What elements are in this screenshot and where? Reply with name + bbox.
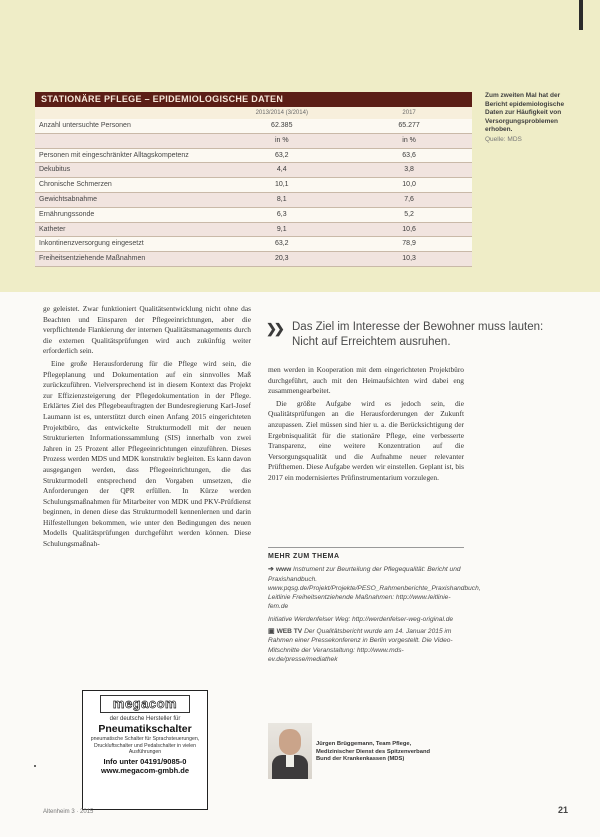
table-cell-value: 9,1 [276, 225, 287, 233]
table-row [35, 119, 472, 134]
more-entry [268, 627, 464, 664]
entry-text[interactable]: Der Qualitätsbericht wurde am 14. Januar 2015 im Rahmen einer Pressekonferenz in Berlin vorgestellt. Die Video-Mitschnitte der Veranstaltung: http://www.mds-ev.de/presse/mediathek [268, 628, 453, 663]
paragraph: Die größte Aufgabe wird es jedoch sein, die Qualitätsprüfungen an die Herausforderungen der Zukunft anzupassen. Ziel müssen sind hier u. a. die Berücksichtigung der Ergebnisqualität für die stationäre Pflege, eine verbesserte Transparenz, eine weitere Konzentration auf die Versorgungsqualität und die Aufnahme neuer relevanter Prüfthemen. Diese Aufgabe werden wir einstellen. Geplant ist, bis 2017 ein modernisiertes Prüfinstrumentarium vorzulegen. [268, 398, 464, 482]
table-cell-label [35, 134, 217, 148]
ad-logo: megacom [100, 695, 190, 713]
table-cell-value: 65.277 [398, 122, 420, 129]
table-cell-label: Anzahl untersuchte Personen [39, 122, 131, 129]
table-row [35, 208, 472, 223]
table-row [35, 134, 472, 149]
paragraph: Eine große Herausforderung für die Pflege wird sein, die Pflegeplanung und Dokumentation auf ein sinnvolles Maß zurückzuführen. Vielversprechend ist in diesem Kontext das Projekt zur Effizienzsteigerung der Pflegedokumentation in der Pflege. Erklärtes Ziel des Pflegebeauftragten der Bundesregierung Karl-Josef Laumann ist es, unterstützt durch einen Anfang 2015 eingerichteten Projektbüro, das entwickelte Strukturmodell mit der neuen Strukturierten Informationssammlung (SIS) innerhalb von zwei Jahren in 25 Prozent aller Pflegeeinrichtungen einzuführen. Dieses Prozess werden MDS und MDK konstruktiv begleiten. Es kann davon ausgegangen werden, dass Pflegeeinrichtungen, die das Strukturmodell entsprechend den Vorgaben umsetzen, die Anforderungen der QPR erfüllen. In Kürze werden Schulungsmaßnahmen für Mitarbeiter von MDK und PKV-Prüfdienst beginnen, in denen diese das Strukturmodell kennenlernen und darin Hilfestellungen bekommen, wie unter den Bedingungen des neuen Modells Qualitätsprüfungen durchgeführt werden können. Diese Schulungsmaßnah- [43, 358, 251, 549]
table-cell-value: 5,2 [404, 210, 414, 218]
table-cell-label: Gewichtsabnahme [39, 195, 97, 203]
table-header-label [35, 107, 217, 119]
table-title: STATIONÄRE PFLEGE – EPIDEMIOLOGISCHE DATEN [35, 92, 472, 107]
author-photo [268, 723, 312, 779]
table-row [35, 149, 472, 164]
table-cell-label: Freiheitsentziehende Maßnahmen [39, 255, 146, 263]
table-cell-value: 8,1 [276, 195, 287, 203]
table-cell-value: 3,8 [404, 166, 414, 174]
article-right-column [268, 365, 464, 486]
page-number: 21 [558, 805, 569, 815]
more-entry [268, 615, 464, 624]
table-header-col1: 2013/2014 (3/2014) [255, 110, 308, 116]
table-row [35, 193, 472, 208]
table-cell-label: Inkontinenzversorgung eingesetzt [39, 240, 144, 248]
double-chevron-icon: ❯❯ [266, 321, 282, 336]
photo-head [279, 729, 301, 755]
paragraph: men werden in Kooperation mit dem eingerichteten Projektbüro durchgeführt, auch mit den Heimaufsichten wird dabei eng zusammengearbeitet. [268, 365, 464, 396]
table-cell-value: 78,9 [402, 240, 416, 248]
arrow-icon: ➔ [268, 566, 276, 574]
ad-description: pneumatische Schalter für Sprachsteuerungen, Druckluftschalter und Pedalschalter in vielen Ausführungen [90, 736, 200, 755]
table-row [35, 178, 472, 193]
table-cell-label: Chronische Schmerzen [39, 181, 112, 189]
table-header-row [35, 107, 472, 119]
table-cell-value: 10,0 [402, 181, 416, 189]
table-cell-label: Katheter [39, 225, 66, 233]
table-cell-value: 63,6 [402, 151, 416, 159]
table-cell-value: 63,2 [274, 151, 289, 159]
table-body [35, 119, 472, 267]
table-cell-value: 20,3 [274, 255, 289, 263]
table-cell-value: 10,6 [402, 225, 416, 233]
advertisement[interactable] [82, 690, 208, 810]
table-cell-label: Personen mit eingeschränkter Alltagskompetenz [39, 151, 189, 159]
table-row [35, 223, 472, 238]
more-entry [268, 565, 481, 611]
paragraph: ge geleistet. Zwar funktioniert Qualitätsentwicklung nicht ohne das Beachten und Einsparen der Pflegeeinrichtungen, aber die verpflichtende Flankierung der internen Qualitätsmanagements durch die externen Qualitätsprüfungen wird auch zukünftig weiter erforderlich sein. [43, 304, 251, 356]
ad-phone: Info unter 04191/9085-0 [103, 756, 187, 766]
table-row [35, 252, 472, 267]
pull-quote [266, 320, 566, 349]
author-name: Jürgen Brüggemann, Team Pflege, [316, 741, 412, 747]
table-cell-value: 62.385 [271, 122, 293, 129]
table-cell-value: in % [274, 136, 289, 144]
table-cell-value: 6,3 [276, 210, 287, 218]
author-caption [316, 741, 430, 764]
edge-mark [579, 0, 583, 30]
ad-headline: Pneumatikschalter [98, 723, 192, 735]
table-row [35, 237, 472, 252]
ad-tagline: der deutsche Hersteller für [109, 716, 181, 722]
margin-mark [34, 765, 36, 767]
table-cell-value: 10,3 [402, 255, 416, 263]
entry-text[interactable]: Instrument zur Beurteilung der Pflegequalität: Bericht und Praxishandbuch. www.pqsg.de/Projekt/Projekte/PESO_Rahmenberichte_Praxishandbuch, Leitlinie Freiheitsentziehende Maßnahmen: http://www.leitlinie-fem.de [268, 566, 481, 611]
entry-prefix: www [275, 566, 292, 574]
entry-prefix: WEB TV [276, 628, 303, 636]
pull-quote-text: Das Ziel im Interesse der Bewohner muss lauten: Nicht auf Erreichtem ausruhen. [292, 321, 544, 348]
side-note-text: Zum zweiten Mal hat der Bericht epidemiologische Daten zur Häufigkeit von Versorgungsproblemen erhoben. [485, 92, 565, 133]
article-left-column [43, 304, 251, 552]
table-cell-value: 4,4 [276, 166, 287, 174]
side-note [485, 92, 565, 144]
table-cell-label: Ernährungssonde [39, 210, 95, 218]
photo-collar [286, 755, 294, 767]
table-cell-label: Dekubitus [39, 166, 71, 174]
table-cell-value: in % [402, 136, 416, 144]
side-note-source: Quelle: MDS [485, 135, 522, 143]
footer-publication: Altenheim 3 · 2015 [43, 809, 94, 815]
ad-website[interactable]: www.megacom-gmbh.de [100, 765, 190, 775]
author-box [268, 723, 468, 783]
more-heading: MEHR ZUM THEMA [268, 547, 464, 561]
table-cell-value: 63,2 [274, 240, 289, 248]
author-org-2: Bund der Krankenkassen (MDS) [316, 756, 405, 762]
table-cell-value: 10,1 [274, 181, 289, 189]
epidemiology-table [35, 92, 472, 267]
author-org-1: Medizinischer Dienst des Spitzenverband [316, 748, 431, 755]
table-header-col2: 2017 [402, 110, 416, 116]
more-on-topic [268, 547, 481, 667]
tv-icon: ▣ [268, 628, 277, 636]
table-row [35, 163, 472, 178]
entry-text[interactable]: Initiative Werdenfelser Weg: http://werdenfelser-weg-original.de [268, 615, 454, 623]
table-cell-value: 7,6 [404, 195, 414, 203]
